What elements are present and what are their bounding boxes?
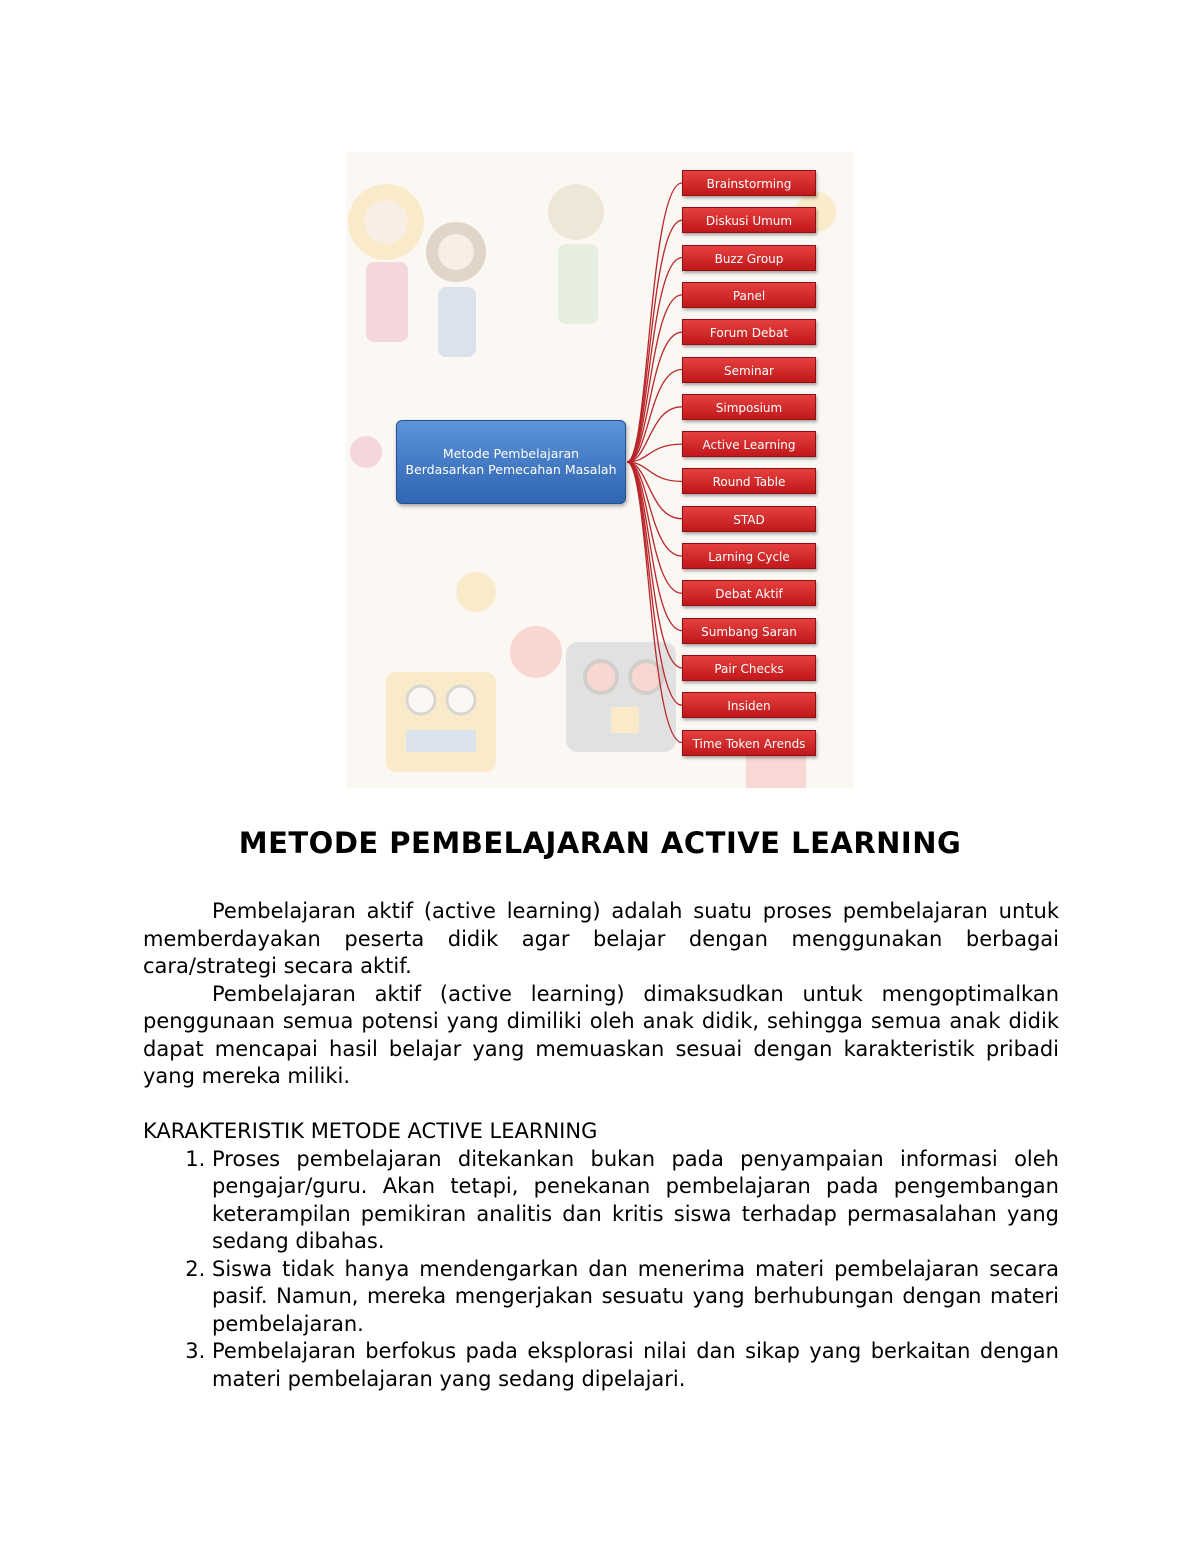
method-box: STAD [682, 506, 816, 532]
list-item: 1. Proses pembelajaran ditekankan bukan pada penyampaian informasi oleh pengajar/guru. Akan tetapi, penekanan pembelajaran pada pengembangan keterampilan pemikiran analitis dan kritis siswa terhadap permasalahan yang sedang dibahas. [212, 1146, 1059, 1256]
method-box: Panel [682, 282, 816, 308]
connector-line [627, 462, 682, 593]
list-item: 2. Siswa tidak hanya mendengarkan dan menerima materi pembelajaran secara pasif. Namun, mereka mengerjakan sesuatu yang berhubungan dengan materi pembelajaran. [212, 1256, 1059, 1339]
method-box: Sumbang Saran [682, 618, 816, 644]
document-body [143, 898, 1059, 1393]
section-heading: KARAKTERISTIK METODE ACTIVE LEARNING [143, 1119, 598, 1143]
connector-line [627, 462, 682, 743]
method-box: Buzz Group [682, 245, 816, 271]
method-box: Diskusi Umum [682, 207, 816, 233]
method-box: Time Token Arends [682, 730, 816, 756]
paragraph: Pembelajaran aktif (active learning) adalah suatu proses pembelajaran untuk memberdayakan peserta didik agar belajar dengan menggunakan berbagai cara/strategi secara aktif. [143, 899, 1059, 978]
connector-line [627, 183, 682, 462]
paragraph: Pembelajaran aktif (active learning) dimaksudkan untuk mengoptimalkan penggunaan semua potensi yang dimiliki oleh anak didik, sehingga semua anak didik dapat mencapai hasil belajar yang memuaskan sesuai dengan karakteristik pribadi yang mereka miliki. [143, 981, 1059, 1088]
method-box: Active Learning [682, 431, 816, 457]
list-item: 3. Pembelajaran berfokus pada eksplorasi nilai dan sikap yang berkaitan dengan materi pembelajaran yang sedang dipelajari. [212, 1338, 1059, 1393]
method-box: Brainstorming [682, 170, 816, 196]
method-box: Forum Debat [682, 319, 816, 345]
method-box: Simposium [682, 394, 816, 420]
method-box: Insiden [682, 692, 816, 718]
method-box: Seminar [682, 357, 816, 383]
connector-line [627, 332, 682, 462]
mind-map-figure [346, 152, 854, 788]
method-box: Larning Cycle [682, 543, 816, 569]
method-box: Debat Aktif [682, 580, 816, 606]
characteristics-list [143, 1146, 1059, 1394]
method-box: Round Table [682, 468, 816, 494]
page-title: METODE PEMBELAJARAN ACTIVE LEARNING [238, 826, 962, 860]
central-topic-node: Metode Pembelajaran Berdasarkan Pemecahan Masalah [396, 420, 626, 504]
method-box: Pair Checks [682, 655, 816, 681]
